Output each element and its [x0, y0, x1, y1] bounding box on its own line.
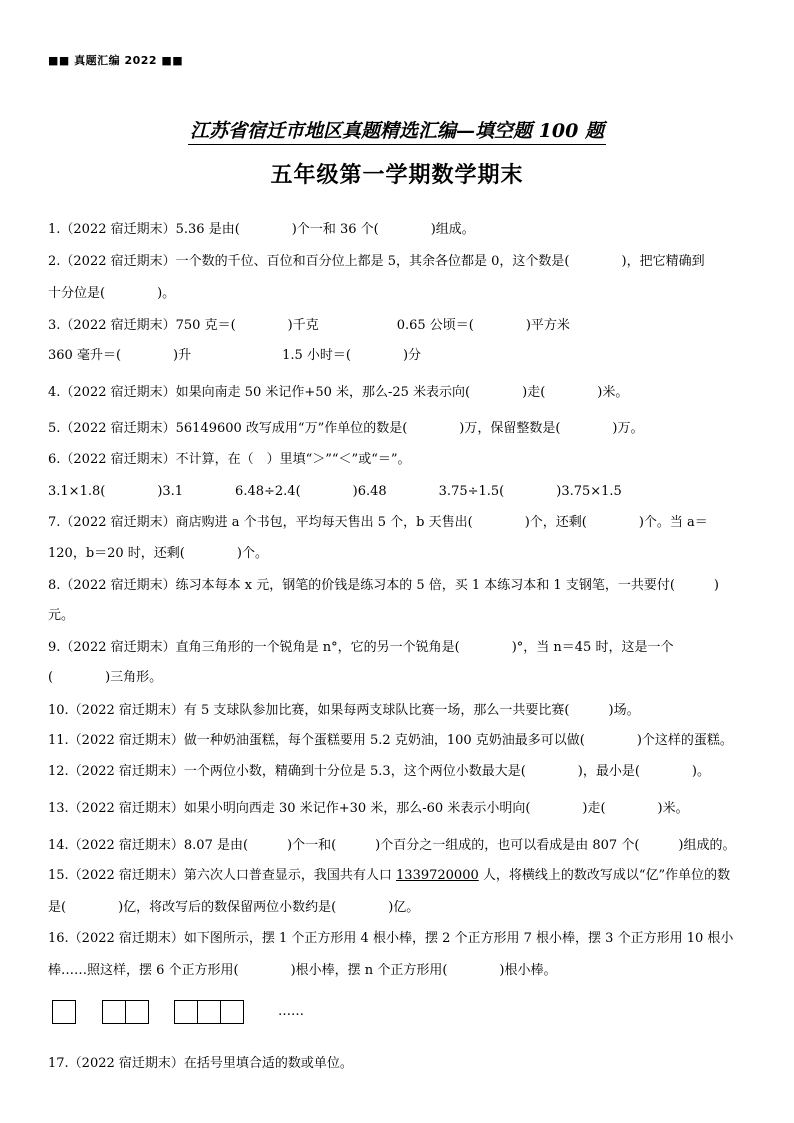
question-3-line-2: 360 毫升＝( )升 1.5 小时＝( )分: [48, 348, 422, 363]
question-2-line-1: 2.（2022 宿迁期末）一个数的千位、百位和百分位上都是 5，其余各位都是 0，这个数是( )，把它精确到: [48, 254, 705, 269]
question-7-line-2: 120，b＝20 时，还剩( )个。: [48, 546, 268, 561]
question-11: 11.（2022 宿迁期末）做一种奶油蛋糕，每个蛋糕要用 5.2 克奶油，100 克奶油最多可以做( )个这样的蛋糕。: [48, 733, 733, 748]
question-8-line-2: 元。: [48, 608, 75, 623]
square: [174, 1000, 198, 1024]
question-7-line-1: 7.（2022 宿迁期末）商店购进 a 个书包，平均每天售出 5 个，b 天售出( )个，还剩( )个。当 a＝: [48, 515, 708, 530]
square: [125, 1000, 149, 1024]
square: [197, 1000, 221, 1024]
question-2-line-2: 十分位是( )。: [48, 286, 176, 301]
square: [220, 1000, 244, 1024]
population-number: 1339720000: [396, 868, 479, 883]
question-17: 17.（2022 宿迁期末）在括号里填合适的数或单位。: [48, 1056, 353, 1071]
square: [102, 1000, 126, 1024]
question-12: 12.（2022 宿迁期末）一个两位小数，精确到十分位是 5.3，这个两位小数最大是( )，最小是( )。: [48, 764, 710, 779]
sub-title: 五年级第一学期数学期末: [270, 162, 524, 188]
question-5: 5.（2022 宿迁期末）56149600 改写成用“万”作单位的数是( )万，保留整数是( )万。: [48, 421, 644, 436]
main-title: [0, 116, 794, 143]
question-6: 6.（2022 宿迁期末）不计算，在（ ）里填“＞”“＜”或“＝”。: [48, 452, 411, 467]
question-14: 14.（2022 宿迁期末）8.07 是由( )个一和( )个百分之一组成的，也可以看成是由 807 个( )组成的。: [48, 838, 736, 853]
question-3-line-1: 3.（2022 宿迁期末）750 克＝( )千克 0.65 公顷＝( )平方米: [48, 318, 570, 333]
question-6-items: 3.1×1.8( )3.1 6.48÷2.4( )6.48 3.75÷1.5( )3.75×1.5: [48, 484, 622, 499]
question-9-line-1: 9.（2022 宿迁期末）直角三角形的一个锐角是 n°，它的另一个锐角是( )°，当 n＝45 时，这是一个: [48, 640, 674, 655]
question-16-line-2: 棒……照这样，摆 6 个正方形用( )根小棒，摆 n 个正方形用( )根小棒。: [48, 963, 557, 978]
main-title-text: 江苏省宿迁市地区真题精选汇编—填空题 100 题: [188, 120, 606, 145]
question-15-line-1: [48, 868, 748, 884]
question-4: 4.（2022 宿迁期末）如果向南走 50 米记作+50 米，那么-25 米表示向( )走( )米。: [48, 385, 629, 400]
square-figure-3: [174, 1000, 243, 1024]
ellipsis: ……: [278, 1004, 304, 1019]
question-10: 10.（2022 宿迁期末）有 5 支球队参加比赛，如果每两支球队比赛一场，那么一共要比赛( )场。: [48, 703, 640, 718]
question-8-line-1: 8.（2022 宿迁期末）练习本每本 x 元，钢笔的价钱是练习本的 5 倍，买 1 本练习本和 1 支钢笔，一共要付( ): [48, 578, 719, 593]
question-9-line-2: ( )三角形。: [48, 670, 163, 685]
question-15-prefix: 15.（2022 宿迁期末）第六次人口普查显示，我国共有人口: [48, 868, 397, 883]
header-tag: ■■ 真题汇编 2022 ■■: [48, 54, 184, 67]
question-15-suffix: 人，将横线上的数改写成以“亿”作单位的数: [478, 868, 731, 883]
square-figure-1: [52, 1000, 75, 1024]
question-15-line-2: 是( )亿，将改写后的数保留两位小数约是( )亿。: [48, 900, 420, 915]
square-figure-2: [102, 1000, 148, 1024]
question-1: 1.（2022 宿迁期末）5.36 是由( )个一和 36 个( )组成。: [48, 222, 475, 237]
square: [52, 1000, 76, 1024]
question-13: 13.（2022 宿迁期末）如果小明向西走 30 米记作+30 米，那么-60 米表示小明向( )走( )米。: [48, 801, 689, 816]
question-16-line-1: 16.（2022 宿迁期末）如下图所示，摆 1 个正方形用 4 根小棒，摆 2 个正方形用 7 根小棒，摆 3 个正方形用 10 根小: [48, 931, 734, 946]
